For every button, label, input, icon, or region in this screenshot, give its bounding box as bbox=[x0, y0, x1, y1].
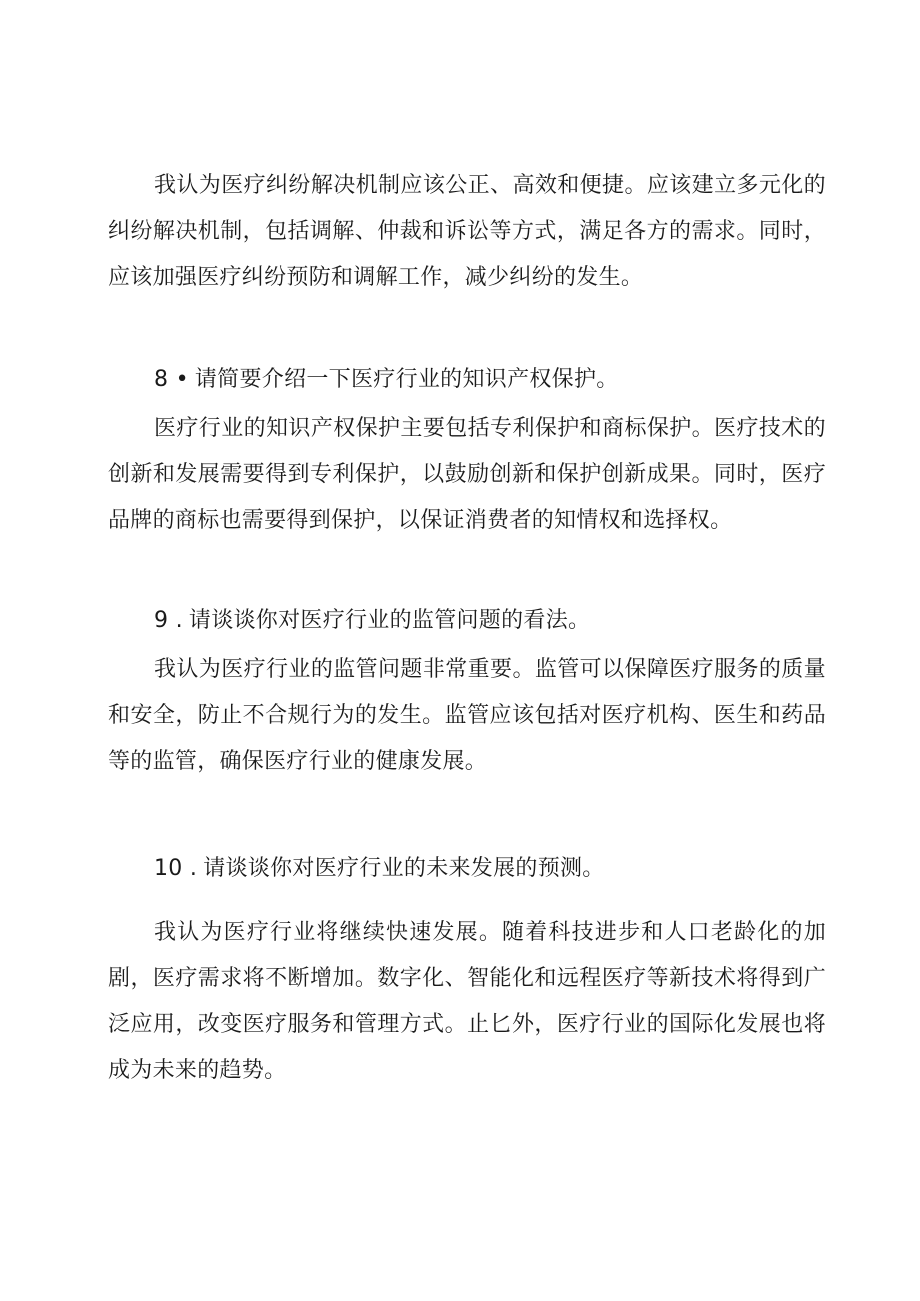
question-8-text: 请简要介绍一下医疗行业的知识产权保护。 bbox=[194, 367, 619, 392]
question-8-heading bbox=[108, 357, 826, 403]
question-8-number: 8 • bbox=[154, 367, 189, 392]
section-8 bbox=[108, 357, 826, 544]
intro-answer-paragraph: 我认为医疗纠纷解决机制应该公正、高效和便捷。应该建立多元化的纠纷解决机制，包括调解、仲裁和诉讼等方式，满足各方的需求。同时，应该加强医疗纠纷预防和调解工作，减少纠纷的发生。 bbox=[108, 173, 826, 290]
answer-8-paragraph: 医疗行业的知识产权保护主要包括专利保护和商标保护。医疗技术的创新和发展需要得到专利保护，以鼓励创新和保护创新成果。同时，医疗品牌的商标也需要得到保护，以保证消费者的知情权和选择权。 bbox=[108, 416, 826, 533]
question-10-text: 请谈谈你对医疗行业的未来发展的预测。 bbox=[203, 856, 605, 881]
intro-answer-block bbox=[108, 163, 826, 301]
section-10 bbox=[108, 846, 826, 1094]
answer-10-paragraph: 我认为医疗行业将继续快速发展。随着科技进步和人口老龄化的加剧，医疗需求将不断增加。数字化、智能化和远程医疗等新技术将得到广泛应用，改变医疗服务和管理方式。止匕外，医疗行业的国际化发展也将成为未来的趋势。 bbox=[108, 920, 826, 1083]
question-9-number: 9 . bbox=[154, 608, 183, 633]
question-9-text: 请谈谈你对医疗行业的监管问题的看法。 bbox=[188, 608, 591, 633]
question-9-heading bbox=[108, 598, 826, 644]
answer-9-paragraph: 我认为医疗行业的监管问题非常重要。监管可以保障医疗服务的质量和安全，防止不合规行为的发生。监管应该包括对医疗机构、医生和药品等的监管，确保医疗行业的健康发展。 bbox=[108, 657, 826, 774]
question-10-heading bbox=[108, 846, 826, 892]
question-10-number: 10 . bbox=[154, 856, 198, 881]
section-9 bbox=[108, 598, 826, 785]
